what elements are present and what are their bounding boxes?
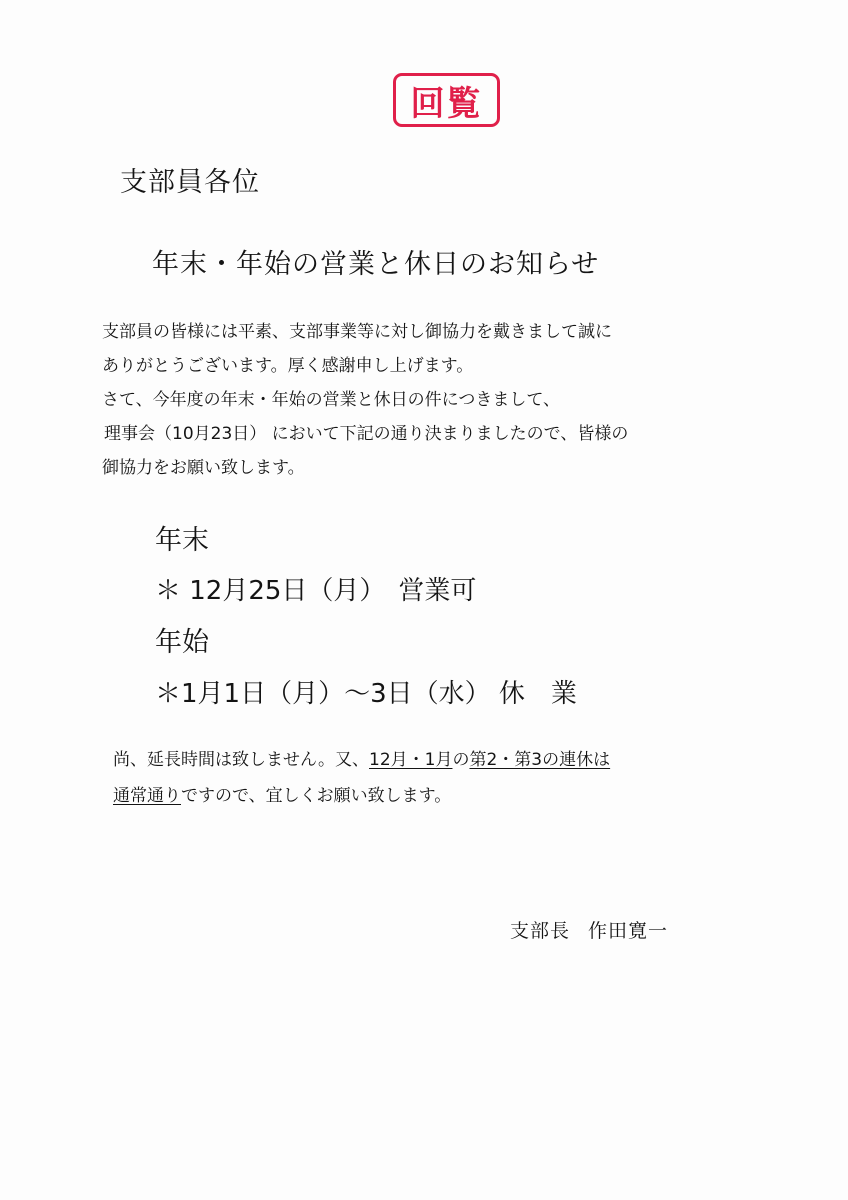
year-end-heading: 年末 <box>155 525 209 556</box>
closing-note <box>113 742 753 814</box>
new-year-heading: 年始 <box>155 627 209 658</box>
note-line <box>113 742 753 778</box>
new-year-item: ＊1月1日（月）～3日（水） 休 業 <box>155 679 577 709</box>
body-line: 御協力をお願い致します。 <box>102 458 305 478</box>
circulation-stamp <box>393 73 500 127</box>
note-line <box>113 778 753 814</box>
stamp-text: 回覧 <box>410 83 483 124</box>
body-line: ありがとうございます。厚く感謝申し上げます。 <box>102 356 474 376</box>
body-line: さて、今年度の年末・年始の営業と休日の件につきまして、 <box>102 390 560 410</box>
signature <box>510 916 668 943</box>
note-underlined-normal: 通常通り <box>113 786 181 806</box>
note-underlined-months: 12月・1月 <box>369 750 453 770</box>
notice-title: 年末・年始の営業と休日のお知らせ <box>152 249 600 280</box>
addressee: 支部員各位 <box>120 167 260 198</box>
note-underlined-holidays: 第2・第3の連休は <box>469 750 611 770</box>
body-line: 支部員の皆様には平素、支部事業等に対し御協力を戴きまして誠に <box>102 322 612 342</box>
note-text: 尚、延長時間は致しません。又、 <box>113 750 370 770</box>
note-text: ですので、宜しくお願い致します。 <box>181 786 452 806</box>
body-paragraph <box>102 315 742 485</box>
note-text: の <box>452 750 470 770</box>
year-end-item: ＊ 12月25日（月） 営業可 <box>155 576 477 606</box>
signature-name: 作田寛一 <box>588 920 669 942</box>
signature-role: 支部長 <box>510 920 571 942</box>
body-line: 理事会（10月23日） において下記の通り決まりましたので、皆様の <box>104 424 629 444</box>
